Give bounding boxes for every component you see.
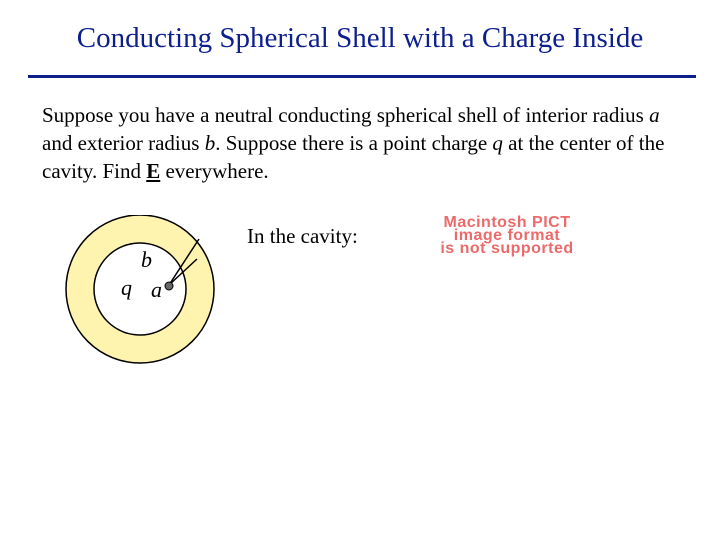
symbol-b: b — [204, 131, 216, 155]
problem-statement — [42, 101, 692, 185]
placeholder-line-1: Macintosh PICT — [443, 214, 571, 231]
symbol-q: q — [492, 131, 503, 155]
symbol-E-vector: E — [146, 159, 161, 183]
symbol-a: a — [649, 103, 660, 127]
label-q: q — [121, 275, 132, 300]
placeholder-line-2: image format — [453, 227, 561, 244]
label-b: b — [141, 247, 152, 272]
cavity-label: In the cavity: — [247, 224, 358, 248]
shell-diagram — [60, 215, 220, 375]
text-segment: at the center of the cavity. Find — [42, 131, 665, 183]
unsupported-image-placeholder — [387, 216, 627, 256]
text-segment: everywhere. — [160, 159, 269, 183]
title-divider — [28, 75, 696, 78]
slide-title: Conducting Spherical Shell with a Charge Inside — [76, 22, 644, 54]
text-segment: Suppose you have a neutral conducting spherical shell of interior radius — [42, 103, 650, 127]
text-segment: . Suppose there is a point charge — [215, 131, 493, 155]
text-segment: and exterior radius — [42, 131, 205, 155]
label-a: a — [151, 277, 162, 302]
point-charge — [165, 282, 173, 290]
placeholder-line-3: is not supported — [440, 240, 574, 257]
